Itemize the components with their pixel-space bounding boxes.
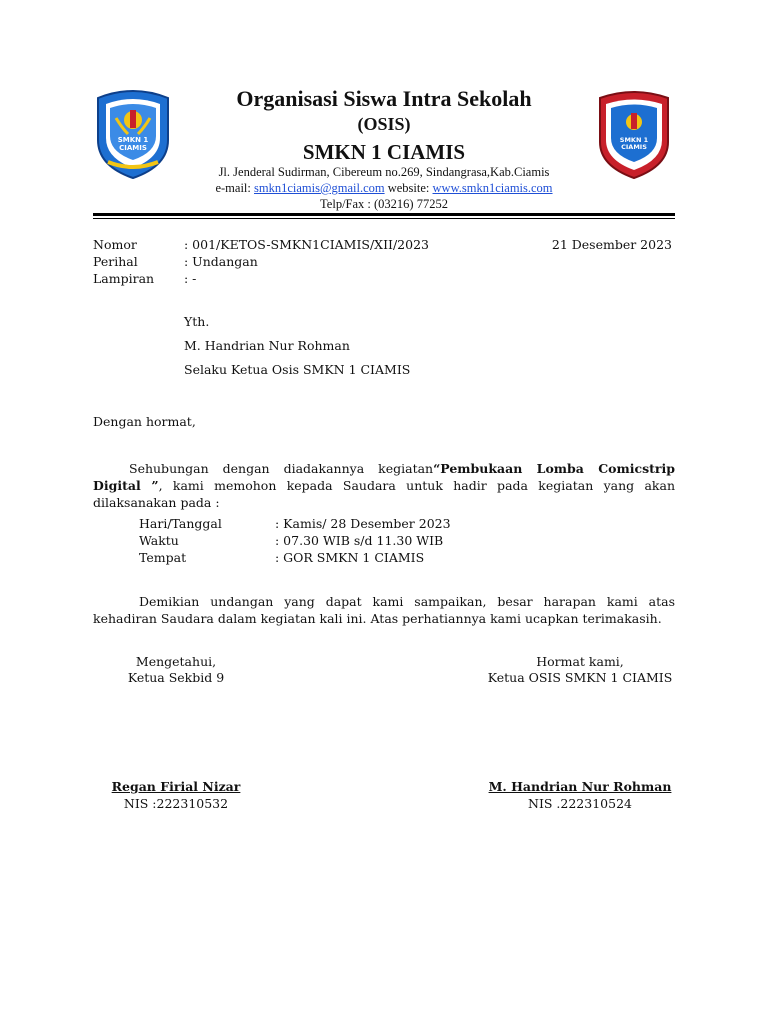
contact-line: [0, 181, 768, 196]
detail-value-date: : Kamis/ 28 Desember 2023: [275, 516, 451, 531]
telfax: Telp/Fax : (03216) 77252: [320, 197, 448, 211]
recipient-name: M. Handrian Nur Rohman: [184, 338, 350, 353]
lampiran-label: Lampiran: [93, 271, 155, 286]
detail-label-place: Tempat: [139, 550, 187, 565]
email-label: e-mail:: [215, 181, 254, 195]
recipient-yth: Yth.: [184, 314, 210, 329]
sign-left-line2: Ketua Sekbid 9: [127, 670, 225, 685]
sign-right-name: M. Handrian Nur Rohman: [488, 779, 672, 794]
letter-date: 21 Desember 2023: [551, 237, 672, 252]
header-rule-thick: [93, 213, 675, 216]
intro-text-end: , kami memohon kepada Saudara untuk hadir pada kegiatan yang akan dilaksanakan pada :: [93, 478, 675, 510]
sign-left-line1: Mengetahui,: [135, 654, 217, 669]
sign-right-nis: NIS .222310524: [528, 796, 632, 811]
paragraph-intro: [93, 460, 675, 511]
intro-text: Sehubungan dengan diadakannya kegiatan: [129, 461, 434, 476]
sign-right-line1: Hormat kami,: [536, 654, 624, 669]
sign-left-name: Regan Firial Nizar: [111, 779, 241, 794]
nomor-label: Nomor: [93, 237, 137, 252]
svg-text:SMKN 1: SMKN 1: [117, 136, 149, 144]
svg-text:CIAMIS: CIAMIS: [119, 144, 147, 152]
detail-label-date: Hari/Tanggal: [139, 516, 222, 531]
sign-left-nis: NIS :222310532: [123, 796, 229, 811]
org-name: Organisasi Siswa Intra Sekolah: [236, 86, 532, 111]
school-name: SMKN 1 CIAMIS: [302, 140, 466, 164]
detail-value-time: : 07.30 WIB s/d 11.30 WIB: [275, 533, 444, 548]
website-link[interactable]: www.smkn1ciamis.com: [432, 181, 553, 195]
sign-right-line2: Ketua OSIS SMKN 1 CIAMIS: [487, 670, 673, 685]
paragraph-closing: Demikian undangan yang dapat kami sampaikan, besar harapan kami atas kehadiran Saudara dalam kegiatan kali ini. Atas perhatiannya kami ucapkan terimakasih.: [93, 594, 675, 626]
website-label: website:: [384, 181, 433, 195]
perihal-label: Perihal: [93, 254, 138, 269]
svg-text:SMKN 1: SMKN 1: [619, 136, 649, 144]
detail-label-time: Waktu: [139, 533, 179, 548]
nomor-value: : 001/KETOS-SMKN1CIAMIS/XII/2023: [184, 237, 429, 252]
lampiran-value: : -: [184, 271, 197, 286]
school-address: Jl. Jenderal Sudirman, Cibereum no.269, Sindangrasa,Kab.Ciamis: [218, 165, 550, 179]
org-abbr: (OSIS): [357, 114, 411, 134]
detail-value-place: : GOR SMKN 1 CIAMIS: [275, 550, 425, 565]
svg-text:CIAMIS: CIAMIS: [621, 143, 647, 151]
email-link[interactable]: smkn1ciamis@gmail.com: [254, 181, 385, 195]
recipient-role: Selaku Ketua Osis SMKN 1 CIAMIS: [184, 362, 411, 377]
header-rule-thin: [93, 218, 675, 219]
greeting: Dengan hormat,: [93, 414, 196, 429]
event-name: “Pembukaan Lomba Comicstrip Digital ”: [93, 461, 675, 493]
perihal-value: : Undangan: [184, 254, 258, 269]
